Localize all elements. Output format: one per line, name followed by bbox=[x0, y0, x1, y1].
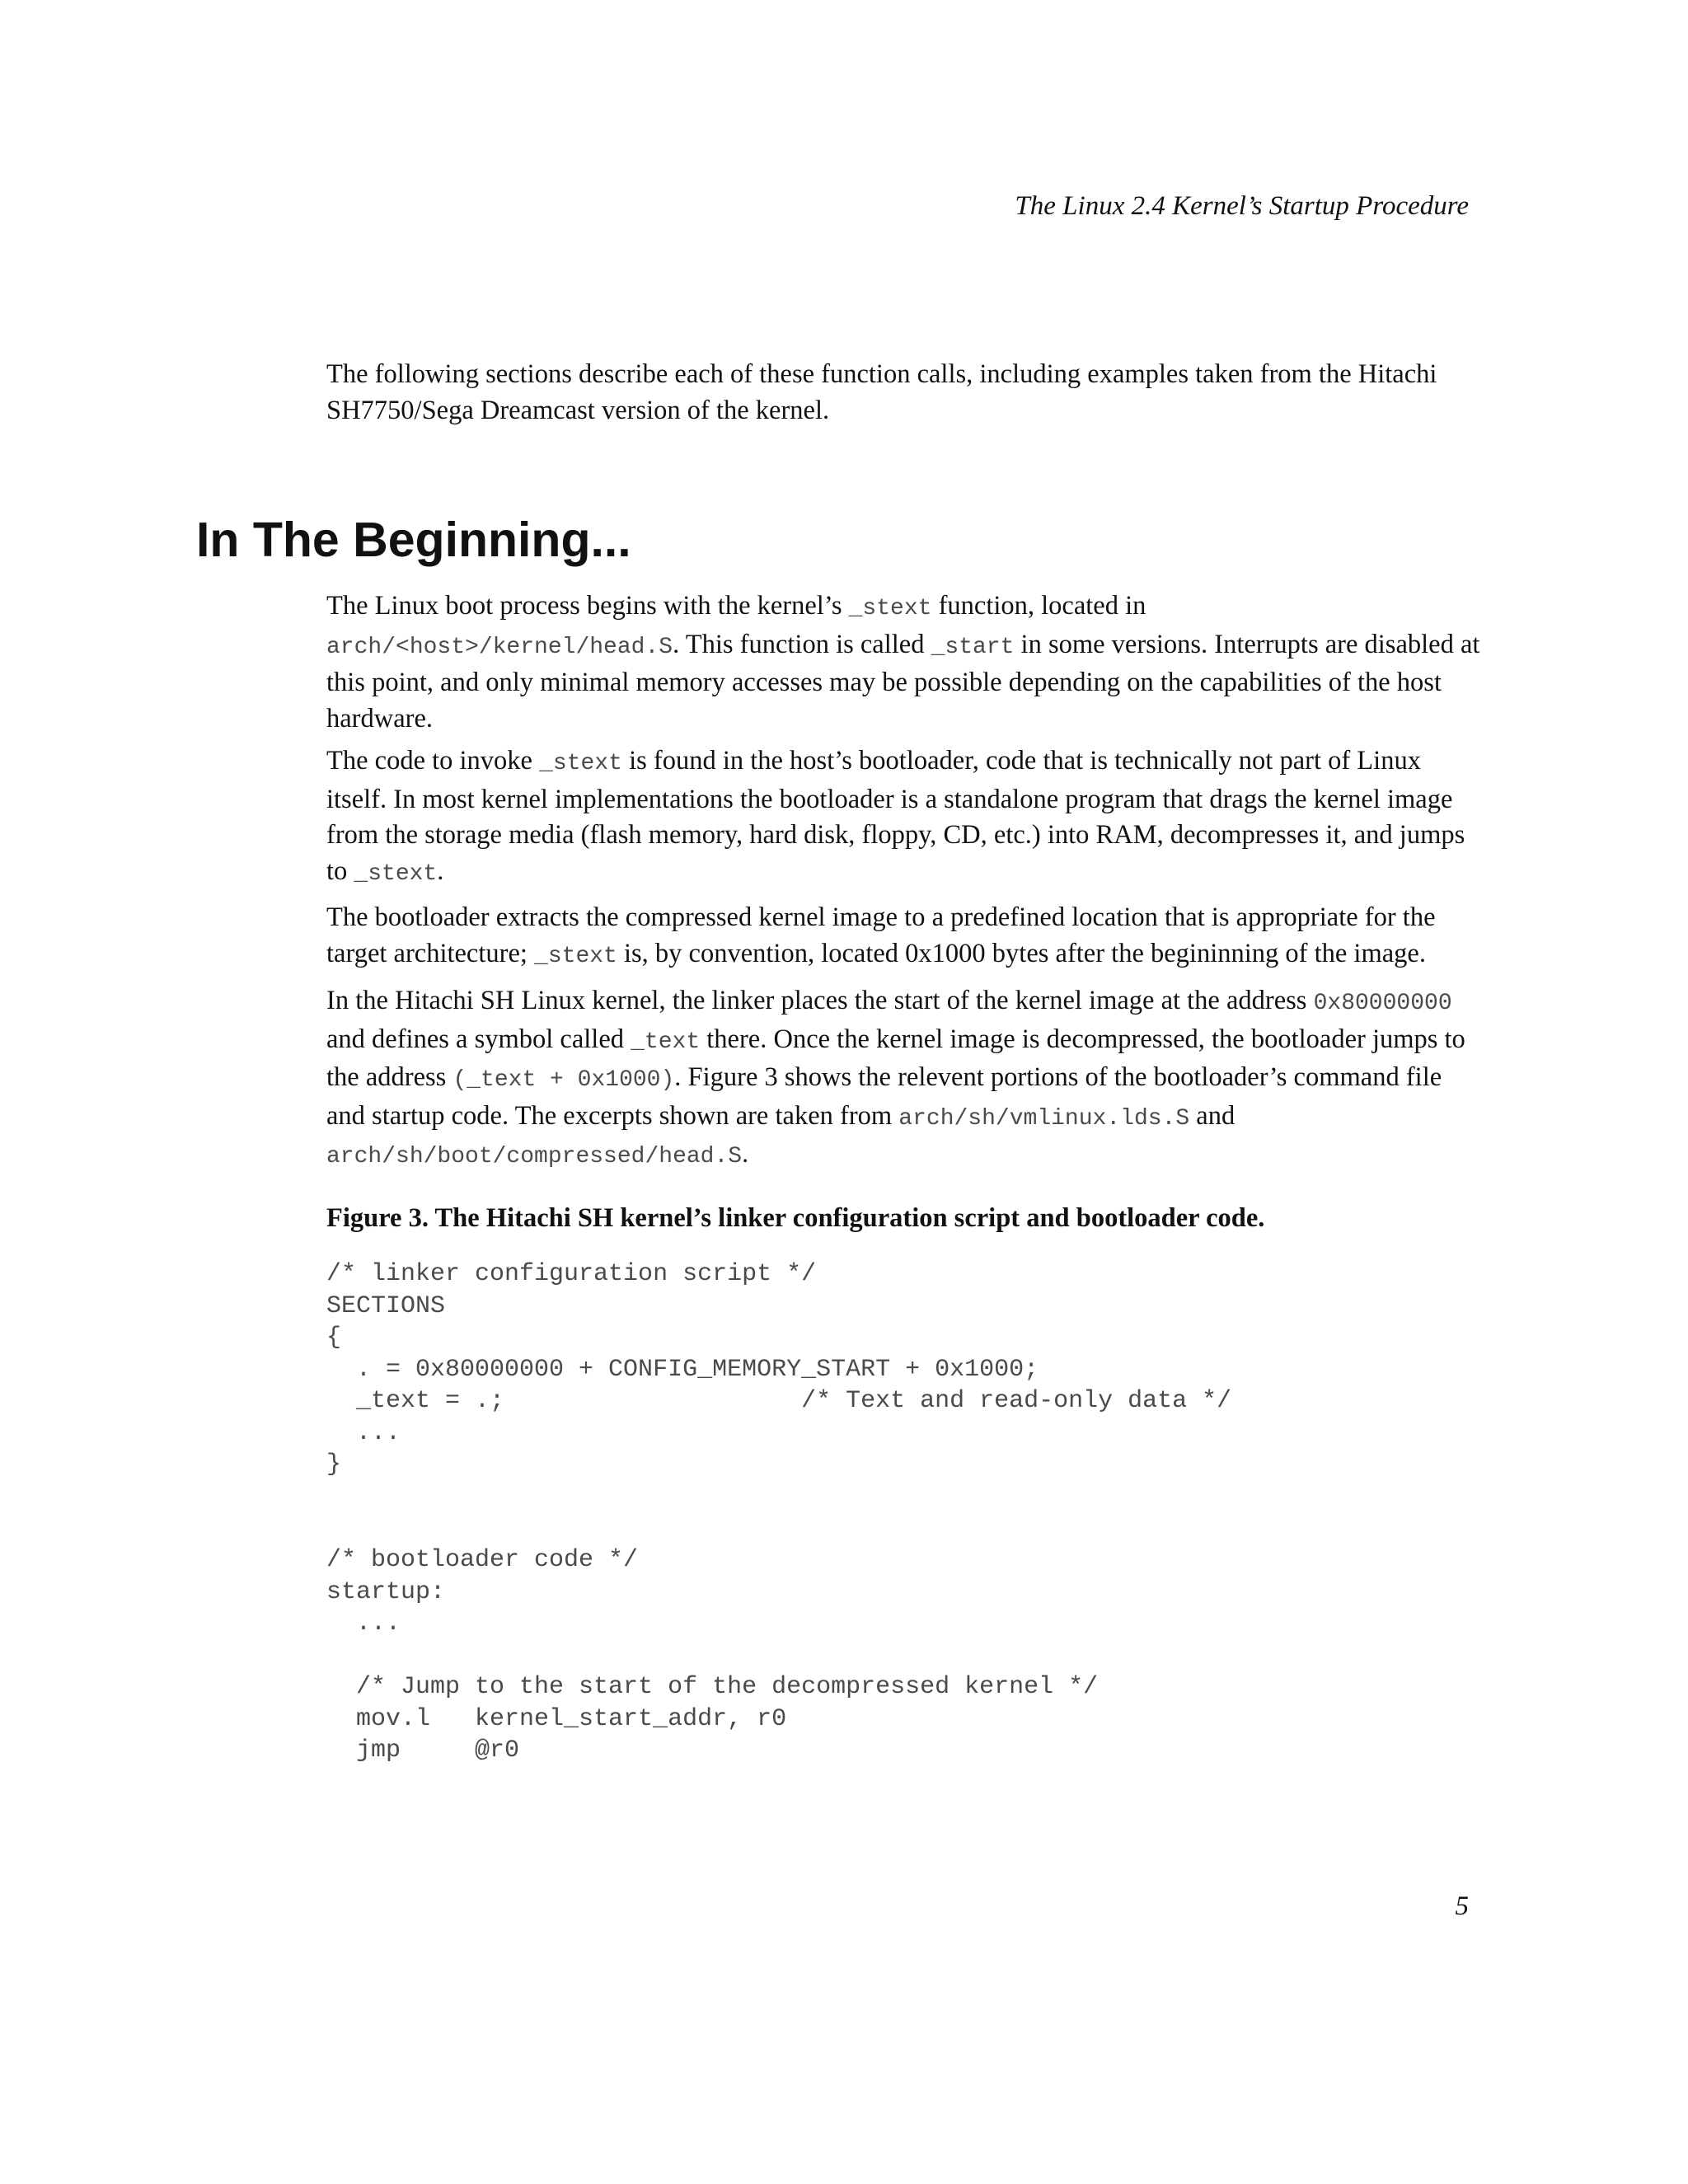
code-line: } bbox=[326, 1451, 342, 1479]
code-line: _text = .; /* Text and read-only data */ bbox=[326, 1387, 1232, 1415]
paragraph-boot-process bbox=[326, 588, 1480, 737]
inline-code: _stext bbox=[534, 943, 617, 969]
text-run: . This function is called bbox=[673, 629, 931, 659]
code-line: jmp @r0 bbox=[326, 1736, 520, 1765]
code-line: ... bbox=[326, 1418, 401, 1447]
text-run: and defines a symbol called bbox=[326, 1024, 631, 1054]
code-line: ... bbox=[326, 1610, 401, 1638]
code-line: SECTIONS bbox=[326, 1291, 446, 1320]
text-run: is, by convention, located 0x1000 bytes after the begininning of the image. bbox=[617, 938, 1426, 968]
page-number: 5 bbox=[1455, 1891, 1469, 1921]
paragraph-hitachi-linker bbox=[326, 983, 1480, 1175]
inline-code: _stext bbox=[354, 860, 438, 887]
text-run: is found in the host’s bootloader, code that is technically not part of Linux itself. In most kernel implementations the bootloader is a standalone program that drags the kernel image from the storage media (flash memory, hard disk, floppy, CD, etc.) into RAM, decompresses it, and jumps to bbox=[326, 746, 1465, 886]
inline-code: arch/sh/boot/compressed/head.S bbox=[326, 1144, 743, 1169]
text-run: and bbox=[1189, 1100, 1236, 1131]
inline-code: 0x80000000 bbox=[1313, 991, 1452, 1016]
text-run: there. Once the kernel image is decompressed, the bootloader jumps to the address bbox=[326, 1024, 1465, 1092]
paragraph-extract bbox=[326, 900, 1480, 974]
text-run: In the Hitachi SH Linux kernel, the linker places the start of the kernel image at the address bbox=[326, 986, 1314, 1015]
text-run: . Figure 3 shows the relevent portions of the bootloader’s command file and startup code. The excerpts shown are taken from bbox=[326, 1062, 1442, 1131]
inline-code: arch/<host>/kernel/head.S bbox=[326, 634, 673, 660]
text-run: The Linux boot process begins with the kernel’s bbox=[326, 591, 849, 621]
bootloader-code bbox=[326, 1544, 1098, 1767]
paragraph-bootloader bbox=[326, 743, 1480, 892]
code-line: /* bootloader code */ bbox=[326, 1546, 639, 1574]
text-run: . bbox=[742, 1139, 749, 1169]
code-line: /* linker configuration script */ bbox=[326, 1260, 817, 1288]
text-run: The code to invoke bbox=[326, 746, 540, 776]
text-run: . bbox=[437, 855, 444, 886]
section-heading: In The Beginning... bbox=[196, 513, 631, 567]
code-line: . = 0x80000000 + CONFIG_MEMORY_START + 0x1000; bbox=[326, 1355, 1039, 1384]
figure-caption: Figure 3. The Hitachi SH kernel’s linker configuration script and bootloader code. bbox=[326, 1203, 1265, 1233]
code-line: { bbox=[326, 1324, 342, 1352]
text-run: in some versions. Interrupts are disabled at this point, and only minimal memory accesses may be possible depending on the capabilities of the host hardware. bbox=[326, 629, 1480, 733]
code-line: mov.l kernel_start_addr, r0 bbox=[326, 1704, 787, 1733]
inline-code: arch/sh/vmlinux.lds.S bbox=[898, 1105, 1190, 1132]
inline-code: _start bbox=[931, 634, 1015, 660]
code-line: /* Jump to the start of the decompressed kernel */ bbox=[326, 1673, 1099, 1701]
code-line: startup: bbox=[326, 1577, 446, 1606]
inline-code: (_text + 0x1000) bbox=[452, 1067, 675, 1093]
inline-code: _stext bbox=[848, 596, 932, 621]
inline-code: _stext bbox=[539, 751, 622, 776]
text-run: function, located in bbox=[931, 591, 1146, 621]
text-run: The bootloader extracts the compressed kernel image to a predefined location that is appropriate for the target architecture; bbox=[326, 902, 1436, 968]
inline-code: _text bbox=[631, 1029, 701, 1055]
linker-script-code bbox=[326, 1258, 1231, 1481]
running-header-title: The Linux 2.4 Kernel’s Startup Procedure bbox=[1015, 191, 1469, 221]
intro-paragraph: The following sections describe each of these function calls, including examples taken from the Hitachi SH7750/Sega Dreamcast version of the kernel. bbox=[326, 359, 1437, 425]
code-line bbox=[326, 1640, 1098, 1672]
